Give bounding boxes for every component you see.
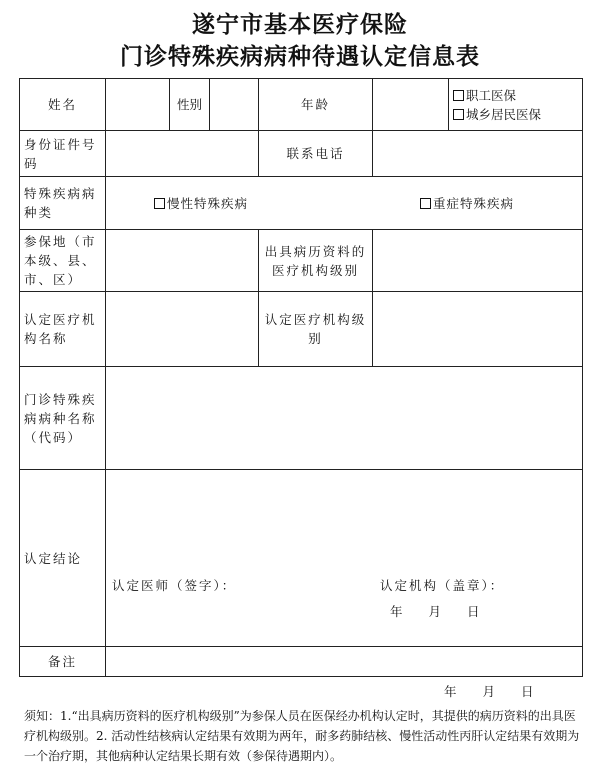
checkbox-icon[interactable] bbox=[154, 198, 165, 209]
name-value-cell[interactable] bbox=[106, 79, 170, 131]
option-label: 慢性特殊疾病 bbox=[167, 195, 249, 211]
form-title-line2: 门诊特殊疾病病种待遇认定信息表 bbox=[120, 43, 480, 70]
checkbox-icon[interactable] bbox=[420, 198, 431, 209]
conclusion-content bbox=[110, 472, 578, 644]
certifying-institution-name-label-cell bbox=[20, 292, 106, 367]
disease-category-options-cell bbox=[106, 177, 583, 230]
checkbox-icon[interactable] bbox=[453, 90, 464, 101]
certifying-institution-level-value-cell[interactable] bbox=[373, 292, 583, 367]
institution-date-label: 年 月 日 bbox=[390, 604, 480, 619]
insurance-type-cell bbox=[449, 79, 583, 131]
conclusion-value-cell[interactable] bbox=[106, 470, 583, 647]
certifying-institution-name-value-cell[interactable] bbox=[106, 292, 259, 367]
age-value-cell[interactable] bbox=[373, 79, 449, 131]
insured-place-label-cell bbox=[20, 230, 106, 292]
conclusion-label-cell bbox=[20, 470, 106, 647]
age-label: 年龄 bbox=[300, 97, 330, 112]
phone-label: 联系电话 bbox=[286, 146, 345, 161]
remarks-label-cell bbox=[20, 647, 106, 677]
id-number-label-cell bbox=[20, 131, 106, 177]
remarks-value-cell[interactable] bbox=[106, 647, 583, 677]
name-label-cell bbox=[20, 79, 106, 131]
conclusion-label: 认定结论 bbox=[24, 550, 83, 566]
phone-label-cell bbox=[259, 131, 373, 177]
age-label-cell bbox=[259, 79, 373, 131]
certifying-institution-level-label: 认定医疗机构级别 bbox=[264, 312, 367, 346]
certifying-institution-name-label: 认定医疗机构名称 bbox=[24, 312, 97, 346]
option-employee-insurance[interactable] bbox=[453, 86, 578, 105]
name-label: 姓名 bbox=[47, 97, 77, 112]
gender-value-cell[interactable] bbox=[210, 79, 259, 131]
gender-label: 性别 bbox=[176, 97, 202, 112]
option-label: 城乡居民医保 bbox=[466, 106, 542, 122]
outpatient-disease-label: 门诊特殊疾病病种名称（代码） bbox=[24, 391, 97, 445]
option-label: 重症特殊疾病 bbox=[433, 195, 515, 211]
outpatient-disease-label-cell bbox=[20, 367, 106, 470]
record-institution-level-value-cell[interactable] bbox=[373, 230, 583, 292]
gender-label-cell bbox=[170, 79, 210, 131]
outpatient-disease-value-cell[interactable] bbox=[106, 367, 583, 470]
insured-place-label: 参保地（市本级、县、市、区） bbox=[24, 234, 97, 287]
option-chronic-disease[interactable] bbox=[154, 196, 248, 211]
certification-form-table bbox=[19, 78, 583, 677]
checkbox-icon[interactable] bbox=[453, 109, 464, 120]
option-label: 职工医保 bbox=[466, 87, 517, 103]
certifying-institution-level-label-cell bbox=[259, 292, 373, 367]
disease-category-label-cell bbox=[20, 177, 106, 230]
id-number-value-cell[interactable] bbox=[106, 131, 259, 177]
institution-seal-label: 认定机构（盖章）： bbox=[380, 578, 505, 593]
record-institution-level-label-cell bbox=[259, 230, 373, 292]
form-date-label: 年 月 日 bbox=[444, 684, 534, 699]
option-resident-insurance[interactable] bbox=[453, 105, 578, 124]
insured-place-value-cell[interactable] bbox=[106, 230, 259, 292]
remarks-label: 备注 bbox=[47, 654, 77, 669]
record-institution-level-label: 出具病历资料的医疗机构级别 bbox=[264, 243, 367, 278]
notice-text: 须知：1.“出具病历资料的医疗机构级别”为参保人员在医保经办机构认定时，其提供的病历资料的出具医疗机构级别。2. 活动性结核病认定结果有效期为两年，耐多药肺结核、慢性活动性丙肝认定结果有效期为一个治疗期，其他病种认定结果长期有效（参保待遇期内）。 bbox=[24, 709, 580, 763]
form-title-line1: 遂宁市基本医疗保险 bbox=[192, 11, 408, 38]
option-severe-disease[interactable] bbox=[420, 196, 514, 211]
id-number-label: 身份证件号码 bbox=[24, 136, 97, 171]
doctor-signature-label: 认定医师（签字）： bbox=[112, 578, 237, 593]
phone-value-cell[interactable] bbox=[373, 131, 583, 177]
disease-category-label: 特殊疾病病种类 bbox=[24, 186, 97, 220]
